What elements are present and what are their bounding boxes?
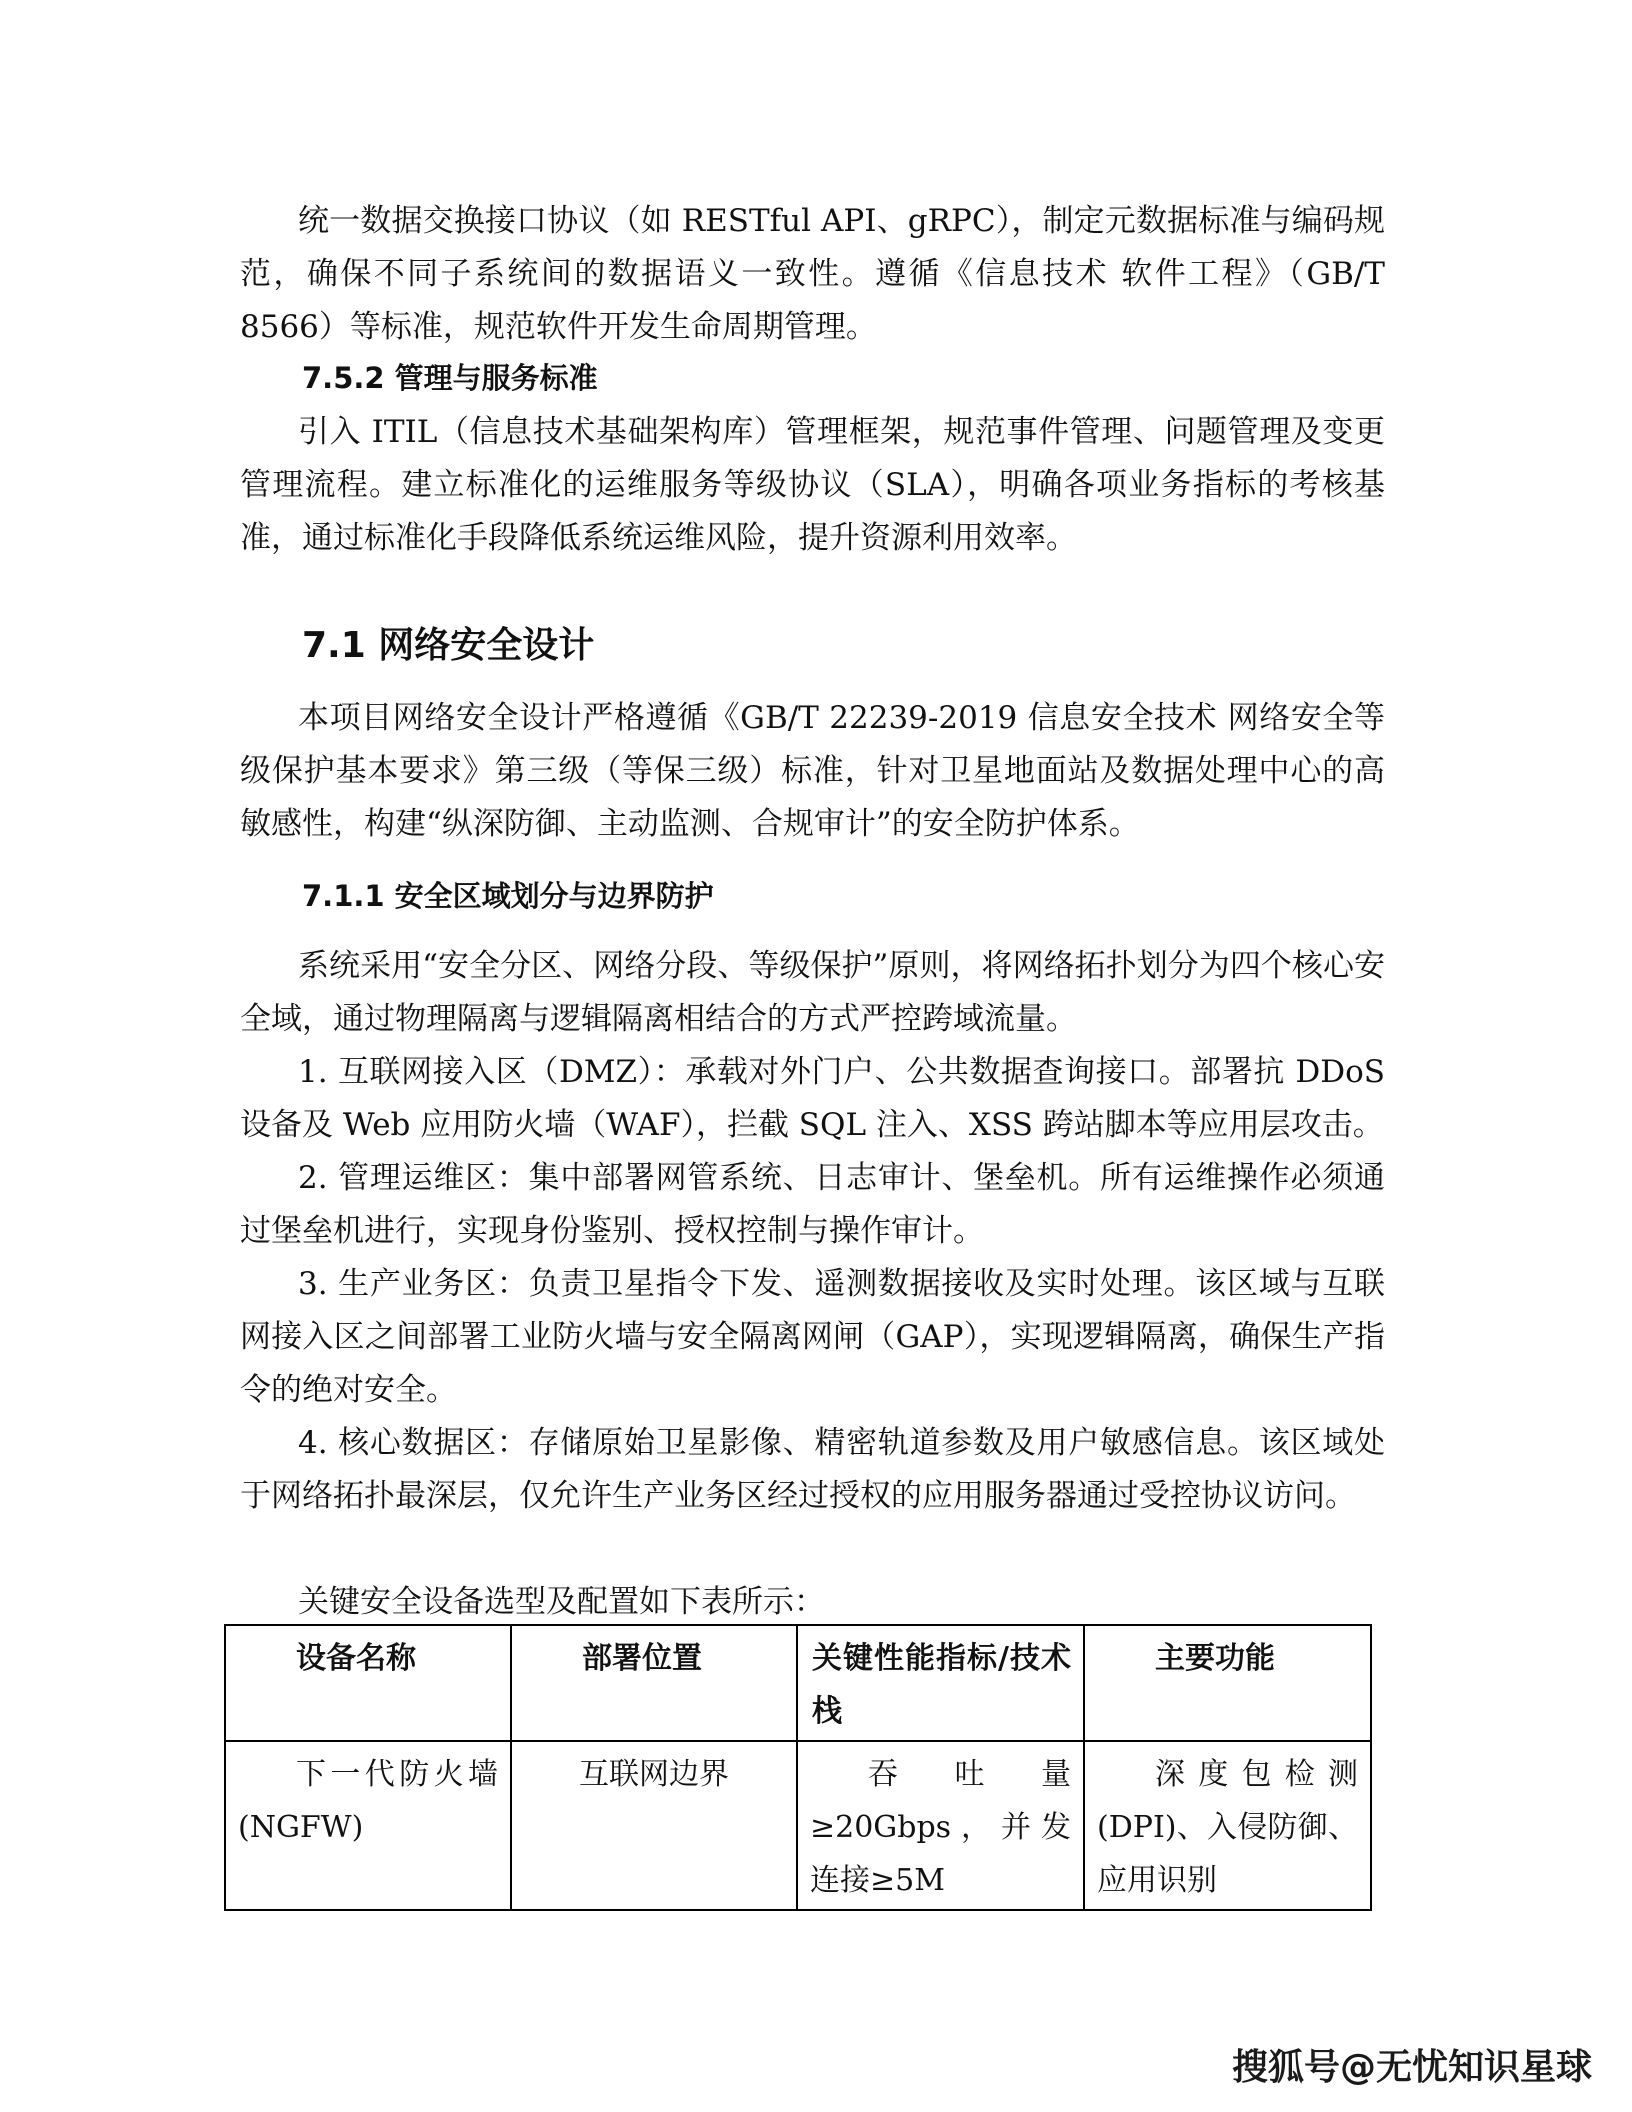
heading-7-1-1: 7.1.1 安全区域划分与边界防护	[302, 879, 714, 913]
header-performance: 关键性能指标/技术栈	[797, 1625, 1084, 1741]
list-item-production-zone: 3. 生产业务区：负责卫星指令下发、遥测数据接收及实时处理。该区域与互联网接入区之间部署工业防火墙与安全隔离网闸（GAP），实现逻辑隔离，确保生产指令的绝对安全。	[240, 1266, 1385, 1408]
paragraph-zone-principle: 系统采用“安全分区、网络分段、等级保护”原则，将网络拓扑划分为四个核心安全域，通过物理隔离与逻辑隔离相结合的方式严控跨域流量。	[240, 948, 1385, 1037]
table-header-row	[225, 1625, 1371, 1741]
list-item-core-data-zone: 4. 核心数据区：存储原始卫星影像、精密轨道参数及用户敏感信息。该区域处于网络拓扑最深层，仅允许生产业务区经过授权的应用服务器通过受控协议访问。	[240, 1425, 1385, 1514]
paragraph-interface-standards: 统一数据交换接口协议（如 RESTful API、gRPC），制定元数据标准与编码规范，确保不同子系统间的数据语义一致性。遵循《信息技术 软件工程》（GB/T 8566）等标准，规范软件开发生命周期管理。	[240, 203, 1385, 345]
header-function: 主要功能	[1084, 1625, 1371, 1741]
header-device-name: 设备名称	[225, 1625, 511, 1741]
paragraph-itil: 引入 ITIL（信息技术基础架构库）管理框架，规范事件管理、问题管理及变更管理流程。建立标准化的运维服务等级协议（SLA），明确各项业务指标的考核基准，通过标准化手段降低系统运维风险，提升资源利用效率。	[240, 414, 1385, 556]
cell-device-name: 下一代防火墙(NGFW)	[225, 1741, 511, 1910]
cell-function: 深度包检测(DPI)、入侵防御、应用识别	[1084, 1741, 1371, 1910]
heading-7-5-2: 7.5.2 管理与服务标准	[302, 361, 598, 395]
table-intro: 关键安全设备选型及配置如下表所示：	[298, 1584, 825, 1620]
table-row	[225, 1741, 1371, 1910]
list-item-dmz: 1. 互联网接入区（DMZ）：承载对外门户、公共数据查询接口。部署抗 DDoS 设备及 Web 应用防火墙（WAF），拦截 SQL 注入、XSS 跨站脚本等应用层攻击。	[240, 1054, 1385, 1143]
paragraph-network-security: 本项目网络安全设计严格遵循《GB/T 22239-2019 信息安全技术 网络安全等级保护基本要求》第三级（等保三级）标准，针对卫星地面站及数据处理中心的高敏感性，构建“纵深防御、主动监测、合规审计”的安全防护体系。	[240, 700, 1385, 842]
cell-performance: 吞吐量≥20Gbps，并发连接≥5M	[797, 1741, 1084, 1910]
heading-7-1: 7.1 网络安全设计	[302, 625, 595, 666]
watermark: 搜狐号@无忧知识星球	[1231, 2047, 1592, 2088]
header-location: 部署位置	[511, 1625, 797, 1741]
cell-location: 互联网边界	[511, 1741, 797, 1910]
list-item-ops-zone: 2. 管理运维区：集中部署网管系统、日志审计、堡垒机。所有运维操作必须通过堡垒机进行，实现身份鉴别、授权控制与操作审计。	[240, 1160, 1385, 1249]
security-device-table	[224, 1624, 1372, 1911]
